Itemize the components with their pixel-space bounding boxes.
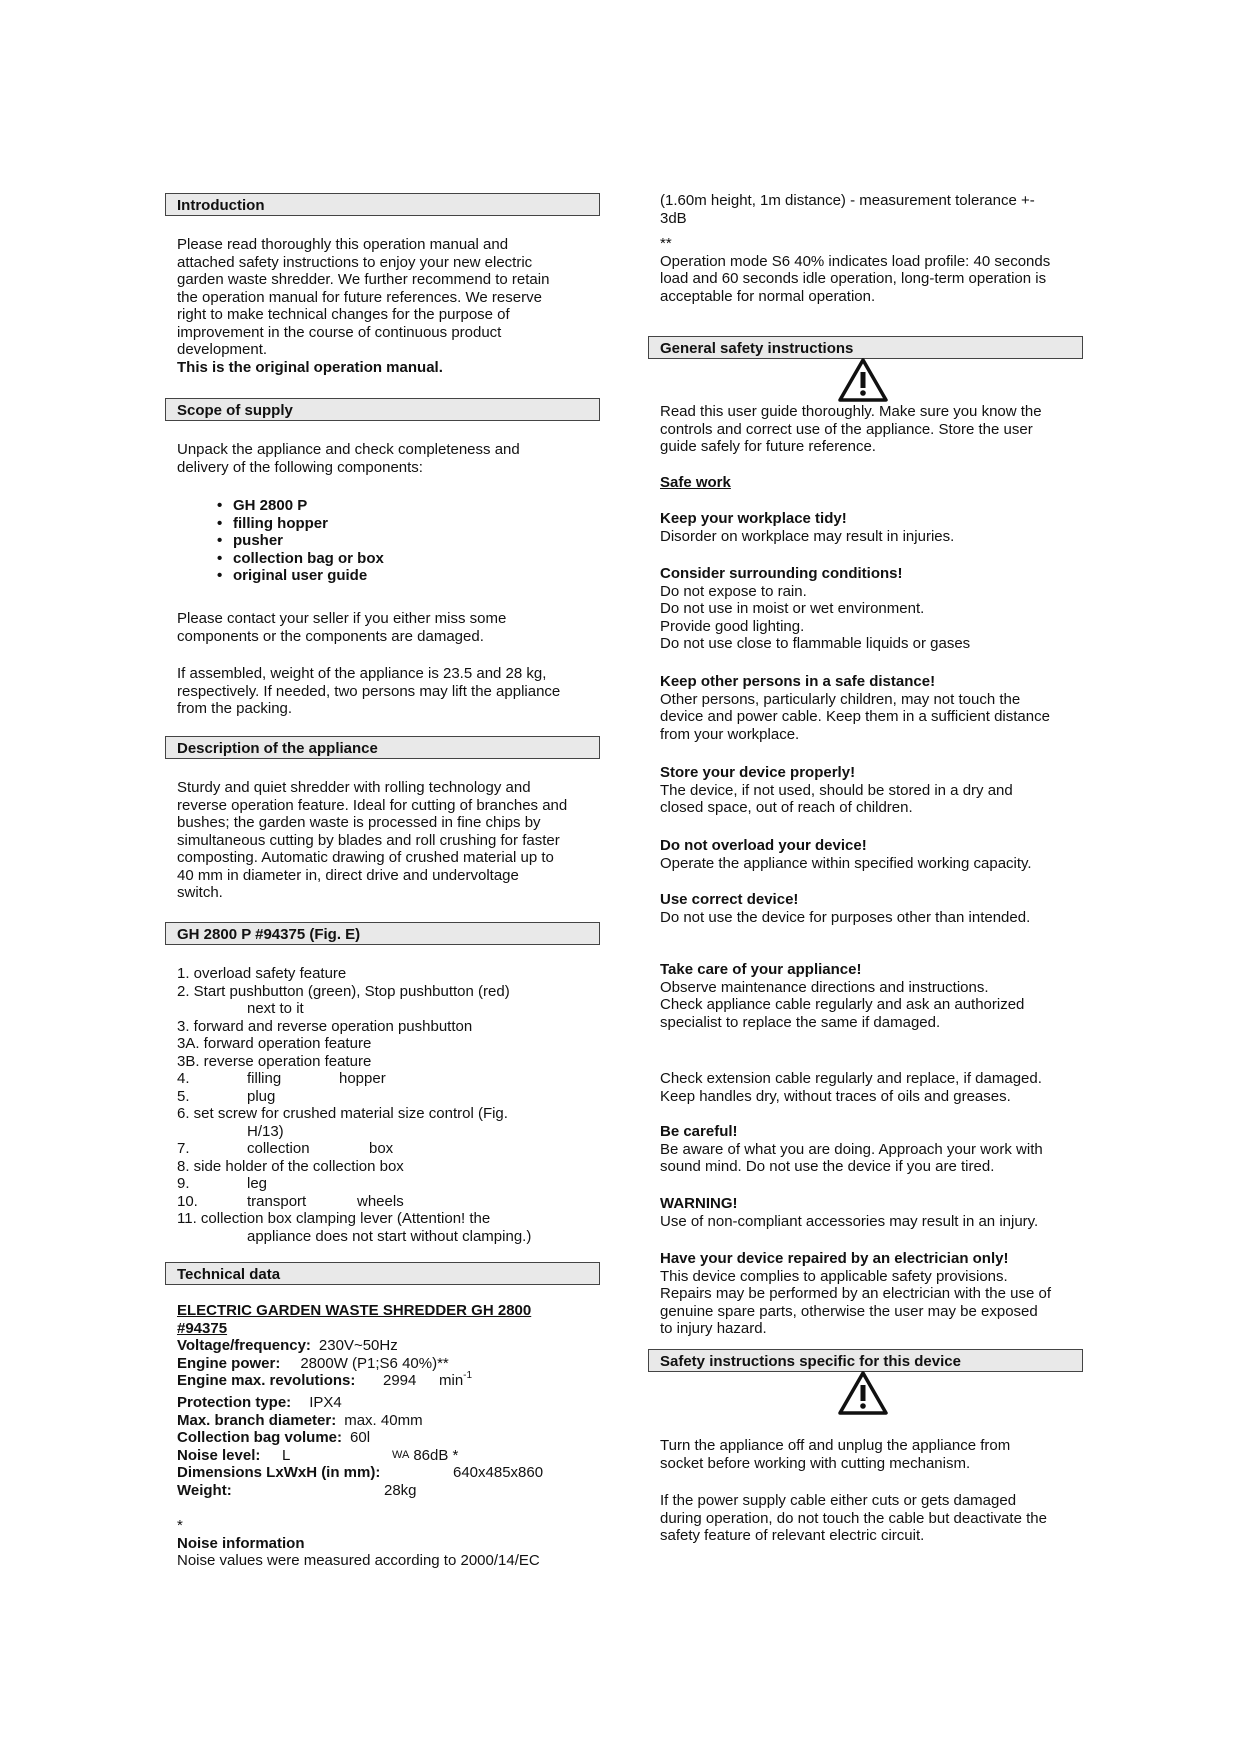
parts-list: 1. overload safety feature 2. Start pushbutton (green), Stop pushbutton (red) next to it 3. forward and reverse operation pushbutton 3A. forward operation feature 3B. reverse operation feature 4. filling hopper 5. plug 6. set screw for crushed material size control (Fig. H/13) 7. collection box 8. side holder of the collection box 9. leg 10. transport wheels 11. collection box clamping lever (Attention! the appliance does not start without clamping.) bbox=[177, 965, 597, 1245]
section-header-general-safety: General safety instructions bbox=[648, 336, 1083, 359]
safe-work-heading: Safe work bbox=[660, 474, 731, 491]
damaged-cable-block: If the power supply cable either cuts or gets damaged during operation, do not touch the cable but deactivate the safety feature of relevant electric circuit. bbox=[660, 1492, 1047, 1544]
tidy-block: Keep your workplace tidy! Disorder on workplace may result in injuries. bbox=[660, 510, 955, 545]
scope-intro: Unpack the appliance and check completeness and delivery of the following components: bbox=[177, 441, 520, 476]
section-header-specific-safety: Safety instructions specific for this device bbox=[648, 1349, 1083, 1372]
list-item: 5. plug bbox=[177, 1087, 276, 1105]
care-block: Take care of your appliance! Observe maintenance directions and instructions. Check appliance cable regularly and ask an authorized specialist to replace the same if damaged. bbox=[660, 961, 1025, 1031]
scope-contact: Please contact your seller if you either miss some components or the components are damaged. bbox=[177, 610, 507, 645]
section-header-technical: Technical data bbox=[165, 1262, 600, 1285]
noise-info-title: Noise information bbox=[177, 1534, 305, 1552]
careful-block: Be careful! Be aware of what you are doing. Approach your work with sound mind. Do not use the device if you are tired. bbox=[660, 1123, 1043, 1175]
section-header-parts: GH 2800 P #94375 (Fig. E) bbox=[165, 922, 600, 945]
list-item: • collection bag or box bbox=[217, 550, 597, 568]
tech-heading: ELECTRIC GARDEN WASTE SHREDDER GH 2800 bbox=[177, 1302, 532, 1319]
repair-block: Have your device repaired by an electrician only! This device complies to applicable safety provisions. Repairs may be performed by an electrician with the use of genuine spare parts, otherwise the user may be exposed to injury hazard. bbox=[660, 1250, 1052, 1337]
technical-data: ELECTRIC GARDEN WASTE SHREDDER GH 2800 #94375 Voltage/frequency: 230V~50Hz Engine power: 2800W (P1;S6 40%)** Engine max. revolutions: 2994 min -1 Protection type: IPX4 Max. branch diameter: max. 40mm Collection bag volume: 60l Noise level: L WA 86dB * Dimensions LxWxH (in mm): 640x485x860 Weight: 28kg * Noise information Noise values were measured according to 2000/14/EC bbox=[177, 1302, 597, 1570]
list-item: • original user guide bbox=[217, 567, 597, 585]
unplug-block: Turn the appliance off and unplug the appliance from socket before working with cutting mechanism. bbox=[660, 1437, 1011, 1472]
introduction-text: Please read thoroughly this operation manual and attached safety instructions to enjoy your new electric garden waste shredder. We further recommend to retain the operation manual for future references. We reserve right to make technical changes for the purpose of improvement in the course of continuous product development. This is the original operation manual. bbox=[177, 236, 597, 376]
extension-cable-block: Check extension cable regularly and replace, if damaged. Keep handles dry, without traces of oils and greases. bbox=[660, 1070, 1042, 1105]
warning-block: WARNING! Use of non-compliant accessories may result in an injury. bbox=[660, 1195, 1039, 1230]
list-item: 10. transport wheels bbox=[177, 1192, 404, 1210]
noise-continued: (1.60m height, 1m distance) - measurement tolerance +- 3dB ** Operation mode S6 40% indicates load profile: 40 seconds load and 60 seconds idle operation, long-term operation is acceptable for normal operation. bbox=[660, 192, 1051, 305]
list-item: • GH 2800 P bbox=[217, 497, 597, 515]
scope-list bbox=[217, 497, 597, 585]
overload-block: Do not overload your device! Operate the appliance within specified working capacity. bbox=[660, 837, 1032, 872]
list-item: 9. leg bbox=[177, 1175, 268, 1192]
store-block: Store your device properly! The device, if not used, should be stored in a dry and closed space, out of reach of children. bbox=[660, 764, 1013, 816]
conditions-block: Consider surrounding conditions! Do not expose to rain. Do not use in moist or wet environment. Provide good lighting. Do not use close to flammable liquids or gases bbox=[660, 565, 971, 652]
section-header-description: Description of the appliance bbox=[165, 736, 600, 759]
section-header-scope: Scope of supply bbox=[165, 398, 600, 421]
list-item: 4. filling hopper bbox=[177, 1070, 386, 1087]
list-item: 7. collection box bbox=[177, 1140, 394, 1157]
warning-triangle-icon bbox=[838, 358, 888, 402]
list-item: • pusher bbox=[217, 532, 597, 550]
warning-triangle-icon bbox=[838, 1371, 888, 1415]
original-manual-note: This is the original operation manual. bbox=[177, 358, 443, 376]
list-item: • filling hopper bbox=[217, 515, 597, 533]
section-header-introduction: Introduction bbox=[165, 193, 600, 216]
persons-block: Keep other persons in a safe distance! Other persons, particularly children, may not touch the device and power cable. Keep them in a sufficient distance from your workplace. bbox=[660, 673, 1050, 743]
general-safety-text: Read this user guide thoroughly. Make sure you know the controls and correct use of the appliance. Store the user guide safely for future reference. bbox=[660, 403, 1042, 455]
scope-weight: If assembled, weight of the appliance is 23.5 and 28 kg, respectively. If needed, two persons may lift the appliance from the packing. bbox=[177, 665, 561, 717]
description-text: Sturdy and quiet shredder with rolling technology and reverse operation feature. Ideal for cutting of branches and bushes; the garden waste is processed in fine chips by simultaneous cutting by blades and roll crushing for faster composting. Automatic drawing of crushed material up to 40 mm in diameter in, direct drive and undervoltage switch. bbox=[177, 779, 568, 901]
correct-device-block: Use correct device! Do not use the device for purposes other than intended. bbox=[660, 891, 1031, 926]
